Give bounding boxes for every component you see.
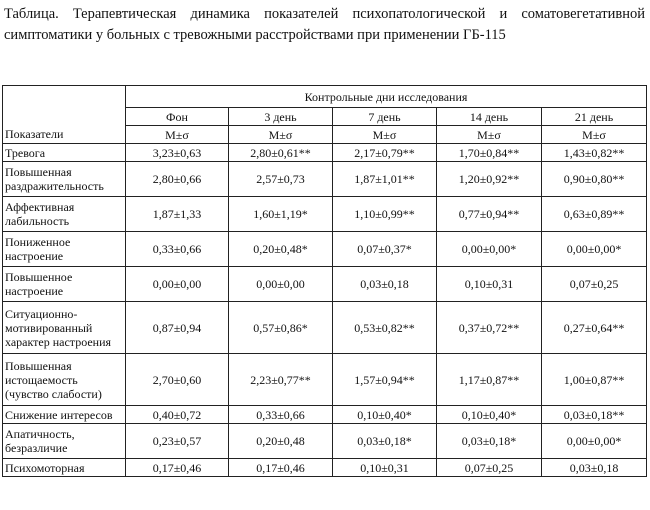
value-cell: 0,03±0,18 — [333, 267, 437, 302]
value-cell: 0,23±0,57 — [126, 424, 229, 459]
day-header: 21 день — [542, 108, 647, 126]
value-cell: 2,23±0,77** — [229, 354, 333, 406]
value-cell: 0,10±0,40* — [333, 406, 437, 424]
value-cell: 1,60±1,19* — [229, 197, 333, 232]
indicator-name: Тревога — [3, 144, 126, 162]
value-cell: 2,70±0,60 — [126, 354, 229, 406]
value-cell: 0,10±0,31 — [333, 459, 437, 477]
value-cell: 1,20±0,92** — [437, 162, 542, 197]
value-cell: 0,03±0,18** — [542, 406, 647, 424]
value-cell: 1,43±0,82** — [542, 144, 647, 162]
indicator-header-spacer — [3, 86, 126, 108]
value-cell: 2,57±0,73 — [229, 162, 333, 197]
indicator-name: Снижение интересов — [3, 406, 126, 424]
unit-header: M±σ — [542, 126, 647, 144]
value-cell: 0,07±0,25 — [437, 459, 542, 477]
indicator-name: Апатичность, безразличие — [3, 424, 126, 459]
value-cell: 3,23±0,63 — [126, 144, 229, 162]
value-cell: 0,03±0,18* — [437, 424, 542, 459]
value-cell: 1,87±1,01** — [333, 162, 437, 197]
value-cell: 0,10±0,31 — [437, 267, 542, 302]
value-cell: 0,00±0,00* — [437, 232, 542, 267]
day-header: 7 день — [333, 108, 437, 126]
value-cell: 0,17±0,46 — [126, 459, 229, 477]
table-caption: Таблица. Терапевтическая динамика показателей психопатологической и соматовегетативной симптоматики у больных с тревожными расстройствами при применении ГБ-115 — [4, 6, 645, 43]
indicator-name: Повышенная раздражительность — [3, 162, 126, 197]
indicator-name: Повышенная истощаемость (чувство слабости) — [3, 354, 126, 406]
value-cell: 2,17±0,79** — [333, 144, 437, 162]
unit-header: M±σ — [333, 126, 437, 144]
day-header: Фон — [126, 108, 229, 126]
value-cell: 0,03±0,18* — [333, 424, 437, 459]
value-cell: 0,27±0,64** — [542, 302, 647, 354]
value-cell: 0,77±0,94** — [437, 197, 542, 232]
value-cell: 0,63±0,89** — [542, 197, 647, 232]
value-cell: 2,80±0,66 — [126, 162, 229, 197]
value-cell: 1,00±0,87** — [542, 354, 647, 406]
indicator-name: Повышенное настроение — [3, 267, 126, 302]
table-row — [3, 424, 647, 459]
value-cell: 0,07±0,25 — [542, 267, 647, 302]
table-row — [3, 197, 647, 232]
value-cell: 0,17±0,46 — [229, 459, 333, 477]
value-cell: 1,10±0,99** — [333, 197, 437, 232]
value-cell: 1,57±0,94** — [333, 354, 437, 406]
value-cell: 0,20±0,48* — [229, 232, 333, 267]
indicator-name: Пониженное настроение — [3, 232, 126, 267]
value-cell: 0,00±0,00 — [229, 267, 333, 302]
day-header: 3 день — [229, 108, 333, 126]
value-cell: 0,53±0,82** — [333, 302, 437, 354]
table-row — [3, 354, 647, 406]
indicator-header: Показатели — [3, 126, 126, 144]
group-header: Контрольные дни исследования — [126, 86, 647, 108]
value-cell: 0,57±0,86* — [229, 302, 333, 354]
value-cell: 0,00±0,00 — [126, 267, 229, 302]
unit-header: M±σ — [126, 126, 229, 144]
value-cell: 0,07±0,37* — [333, 232, 437, 267]
value-cell: 0,87±0,94 — [126, 302, 229, 354]
data-table — [2, 85, 647, 477]
indicator-name: Ситуационно-мотивированный характер настроения — [3, 302, 126, 354]
indicator-header-spacer — [3, 108, 126, 126]
value-cell: 0,10±0,40* — [437, 406, 542, 424]
table-row — [3, 144, 647, 162]
indicator-name: Аффективная лабильность — [3, 197, 126, 232]
value-cell: 0,20±0,48 — [229, 424, 333, 459]
unit-header: M±σ — [437, 126, 542, 144]
value-cell: 0,33±0,66 — [229, 406, 333, 424]
value-cell: 0,40±0,72 — [126, 406, 229, 424]
value-cell: 1,70±0,84** — [437, 144, 542, 162]
value-cell: 0,00±0,00* — [542, 232, 647, 267]
value-cell: 1,17±0,87** — [437, 354, 542, 406]
value-cell: 0,03±0,18 — [542, 459, 647, 477]
value-cell: 0,90±0,80** — [542, 162, 647, 197]
table-row — [3, 459, 647, 477]
table-row — [3, 406, 647, 424]
table-row — [3, 302, 647, 354]
value-cell: 1,87±1,33 — [126, 197, 229, 232]
day-header: 14 день — [437, 108, 542, 126]
table-row — [3, 267, 647, 302]
value-cell: 0,00±0,00* — [542, 424, 647, 459]
value-cell: 0,37±0,72** — [437, 302, 542, 354]
table-row — [3, 232, 647, 267]
value-cell: 0,33±0,66 — [126, 232, 229, 267]
unit-header: M±σ — [229, 126, 333, 144]
value-cell: 2,80±0,61** — [229, 144, 333, 162]
table-row — [3, 162, 647, 197]
indicator-name: Психомоторная — [3, 459, 126, 477]
